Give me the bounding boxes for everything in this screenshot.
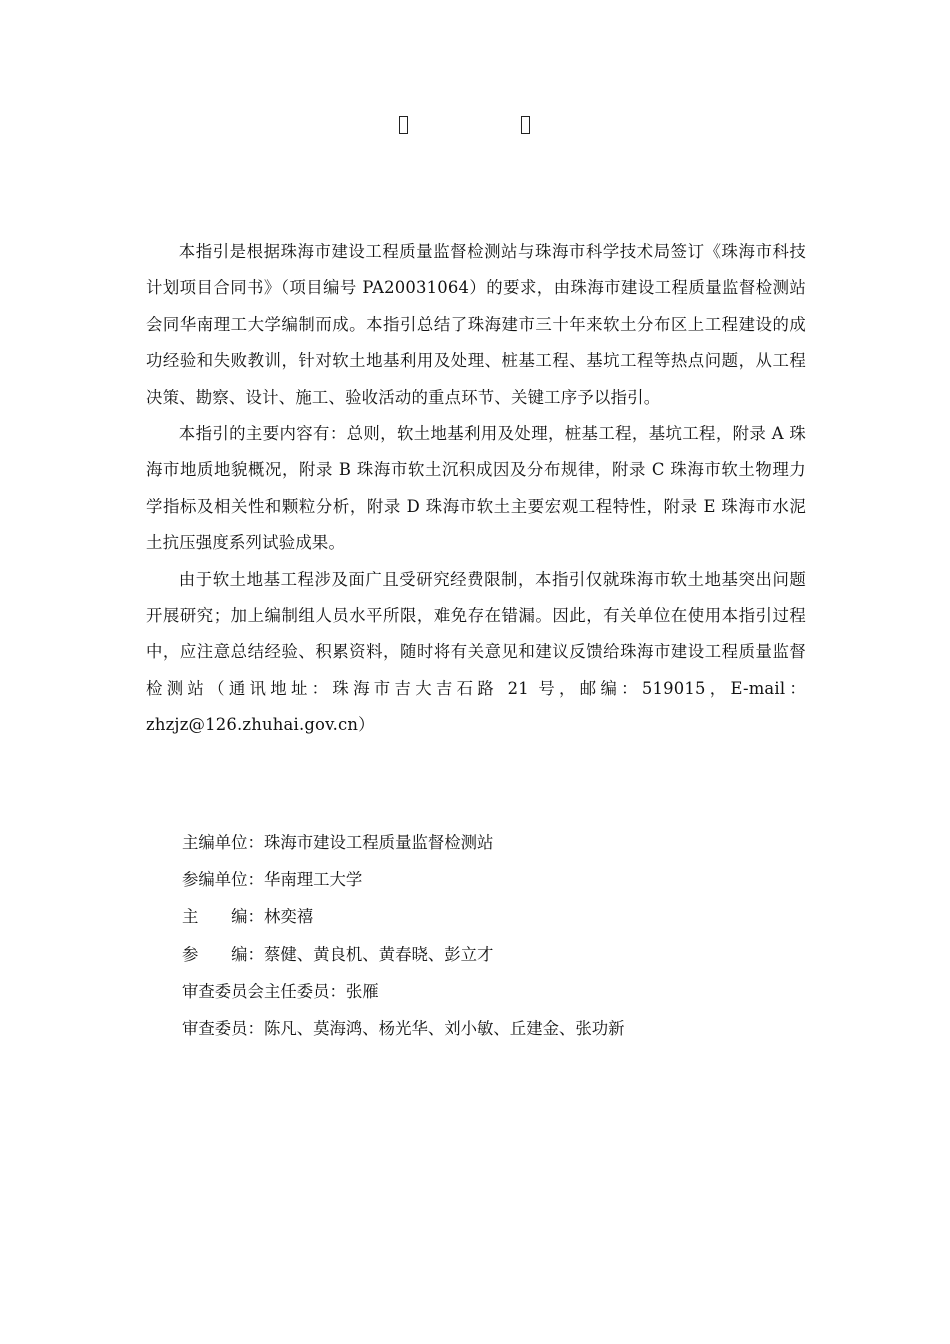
credit-participating-unit (182, 861, 782, 898)
credit-co-editors (182, 936, 782, 973)
credit-value: 蔡健、黄良机、黄春晓、彭立才 (263, 944, 494, 964)
credits-list (182, 824, 782, 1047)
credit-review-chair (182, 973, 782, 1010)
credit-value: 林奕禧 (263, 907, 314, 927)
credit-label: 审查委员： (182, 1019, 264, 1039)
paragraph-1: 本指引是根据珠海市建设工程质量监督检测站与珠海市科学技术局签订《珠海市科技计划项目合同书》（项目编号 PA20031064）的要求，由珠海市建设工程质量监督检测站会同华南理工大学编制而成。本指引总结了珠海建市三十年来软土分布区上工程建设的成功经验和失败教训，针对软土地基利用及处理、桩基工程、基坑工程等热点问题，从工程决策、勘察、设计、施工、验收活动的重点环节、关键工序予以指引。 (146, 242, 806, 407)
credit-label: 主编单位： (182, 833, 264, 852)
page-title (0, 116, 950, 146)
credit-chief-unit (182, 824, 782, 861)
title-glyph-left (399, 116, 408, 134)
paragraph-3: 由于软土地基工程涉及面广且受研究经费限制，本指引仅就珠海市软土地基突出问题开展研究；加上编制组人员水平所限，难免存在错漏。因此，有关单位在使用本指引过程中，应注意总结经验、积累资料，随时将有关意见和建议反馈给珠海市建设工程质量监督检测站（通讯地址：珠海市吉大吉石路 21 号，邮编：519015，E-mail：zhzjz@126.zhuhai.gov.cn） (146, 569, 806, 735)
credit-value: 华南理工大学 (263, 870, 363, 890)
credit-value: 珠海市建设工程质量监督检测站 (263, 833, 494, 852)
credit-label: 审查委员会主任委员： (182, 981, 346, 1001)
credit-chief-editor (182, 898, 782, 935)
credit-value: 陈凡、莫海鸿、杨光华、刘小敏、丘建金、张功新 (263, 1019, 625, 1039)
credit-label: 参 编： (182, 944, 264, 964)
preface-body (146, 234, 806, 744)
credit-value: 张雁 (345, 981, 379, 1001)
title-glyph-right (521, 116, 530, 134)
paragraph-2: 本指引的主要内容有：总则，软土地基利用及处理，桩基工程，基坑工程，附录 A 珠海市地质地貌概况，附录 B 珠海市软土沉积成因及分布规律，附录 C 珠海市软土物理力学指标及相关性和颗粒分析，附录 D 珠海市软土主要宏观工程特性，附录 E 珠海市水泥土抗压强度系列试验成果。 (146, 424, 806, 553)
credit-review-members (182, 1010, 782, 1047)
credit-label: 参编单位： (182, 870, 264, 890)
credit-label: 主 编： (182, 907, 264, 927)
